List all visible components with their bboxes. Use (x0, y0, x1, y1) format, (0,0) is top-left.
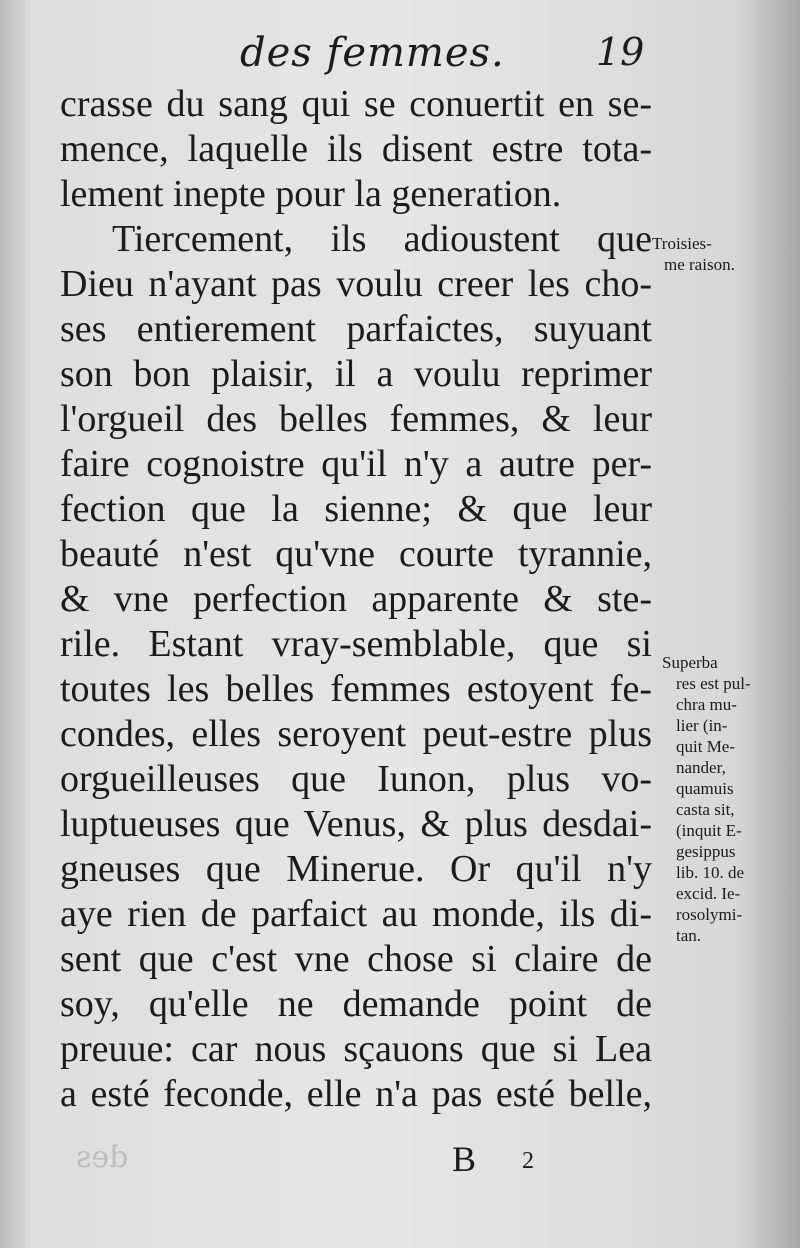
text-line: luptueuses que Venus, & plus desdai- (60, 803, 652, 845)
text-line: fection que la sienne; & que leur (60, 488, 652, 530)
margin-note-line: Troisies- (652, 234, 712, 253)
margin-note-line: gesippus (676, 842, 736, 861)
text-line: ses entierement parfaictes, suyuant (60, 308, 652, 350)
text-line: l'orgueil des belles femmes, & leur (60, 398, 652, 440)
text-line: condes, elles seroyent peut-estre plus (60, 713, 652, 755)
margin-note-line: res est pul- (676, 674, 751, 693)
page-number: 19 (596, 30, 645, 74)
margin-note-line: tan. (676, 926, 702, 945)
text-line: preuue: car nous sçauons que si Lea (60, 1028, 652, 1070)
margin-note-line: me raison. (664, 255, 735, 274)
text-line: lement inepte pour la generation. (60, 173, 562, 215)
margin-note-line: lib. 10. de (676, 863, 744, 882)
text-line: mence, laquelle ils disent estre tota- (60, 128, 652, 170)
text-line: faire cognoistre qu'il n'y a autre per- (60, 443, 652, 485)
text-line: sent que c'est vne chose si claire de (60, 938, 652, 980)
show-through-text: des (76, 1140, 129, 1175)
text-line: soy, qu'elle ne demande point de (60, 983, 652, 1025)
margin-note-line: nander, (676, 758, 726, 777)
text-line: crasse du sang qui se conuertit en se- (60, 83, 652, 125)
margin-note-line: chra mu- (676, 695, 737, 714)
margin-note-line: excid. Ie- (676, 884, 741, 903)
margin-note-line: casta sit, (676, 800, 735, 819)
text-line: rile. Estant vray-semblable, que si (60, 623, 652, 665)
text-line: & vne perfection apparente & ste- (60, 578, 652, 620)
running-title: des femmes. (240, 30, 505, 76)
margin-note-line: rosolymi- (676, 905, 743, 924)
text-line: toutes les belles femmes estoyent fe- (60, 668, 652, 710)
signature-number: 2 (522, 1148, 534, 1174)
margin-note-line: (inquit E- (676, 821, 742, 840)
margin-note-line: quit Me- (676, 737, 736, 756)
margin-note-line: quamuis (676, 779, 734, 798)
text-line: Tiercement, ils adioustent que (112, 218, 652, 260)
body-text (60, 82, 652, 1117)
margin-note-line: Superba (662, 653, 718, 672)
margin-note-superba (662, 652, 751, 946)
text-line: aye rien de parfaict au monde, ils di- (60, 893, 652, 935)
text-line: Dieu n'ayant pas voulu creer les cho- (60, 263, 652, 305)
text-line: orgueilleuses que Iunon, plus vo- (60, 758, 652, 800)
signature-mark: B (452, 1139, 477, 1179)
margin-note-troisiesme-raison (652, 233, 735, 275)
text-line: gneuses que Minerue. Or qu'il n'y (60, 848, 652, 890)
text-line: beauté n'est qu'vne courte tyrannie, (60, 533, 652, 575)
margin-note-line: lier (in- (676, 716, 728, 735)
text-line: son bon plaisir, il a voulu reprimer (60, 353, 652, 395)
text-line: a esté feconde, elle n'a pas esté belle, (60, 1073, 652, 1115)
